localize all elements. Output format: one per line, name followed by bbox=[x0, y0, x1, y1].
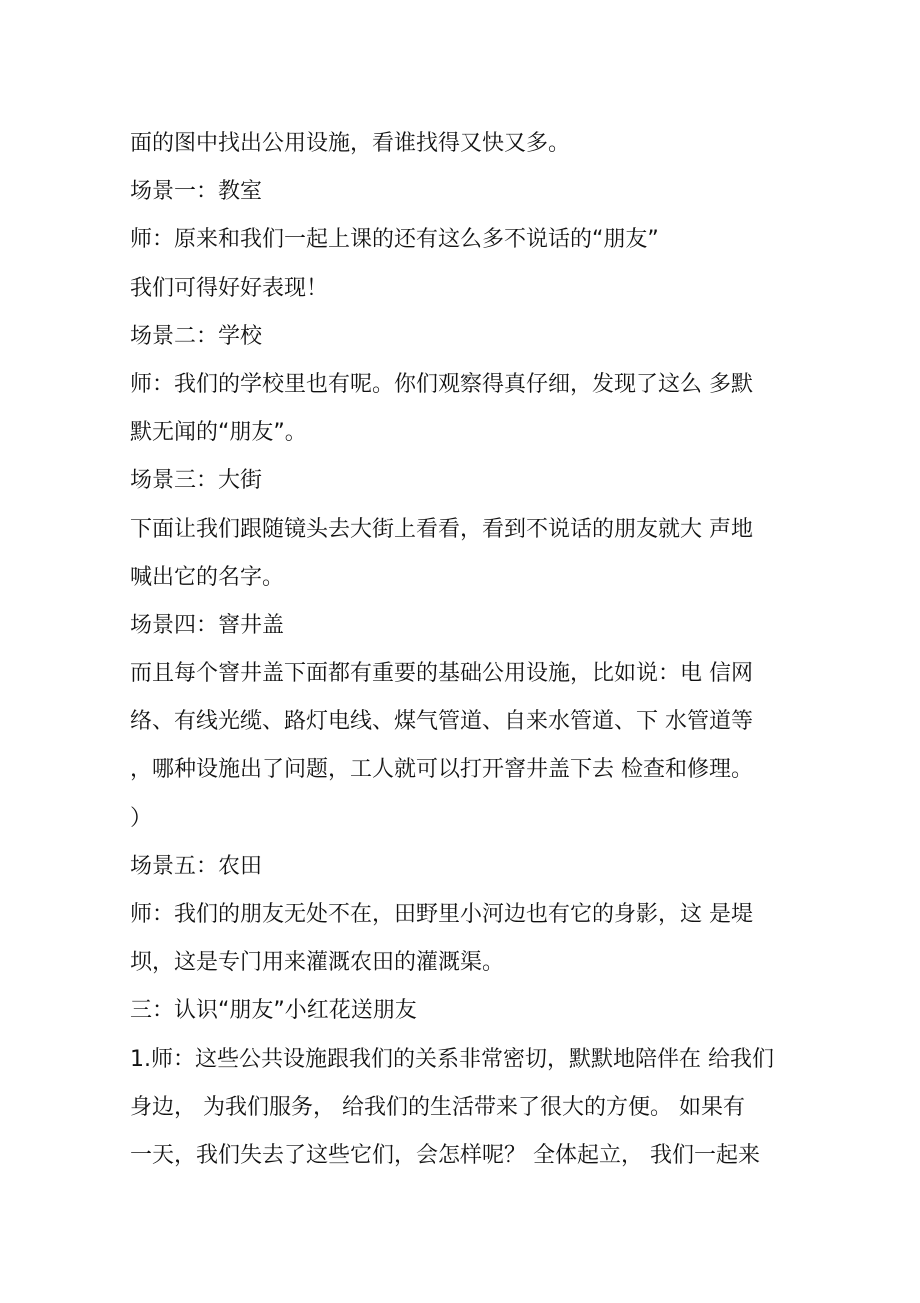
scene-heading: 场景二：学校 bbox=[130, 323, 263, 349]
text-line: 1.师：这些公共设施跟我们的关系非常密切，默默地陪伴在 给我们 bbox=[130, 1046, 774, 1072]
scene-heading: 场景三：大街 bbox=[130, 468, 263, 494]
scene-heading: 场景一：教室 bbox=[130, 179, 263, 205]
text-line: 师：我们的学校里也有呢。你们观察得真仔细，发现了这么 多默 bbox=[130, 371, 753, 397]
text-line: 师：我们的朋友无处不在，田野里小河边也有它的身影，这 是堤 bbox=[130, 902, 753, 927]
text-line: 我们可得好好表现！ bbox=[130, 275, 329, 301]
text-line: 喊出它的名字。 bbox=[130, 564, 285, 590]
text-line: ，哪种设施出了问题，工人就可以打开窨井盖下去 检查和修理。 bbox=[130, 757, 753, 783]
text-line: 师：原来和我们一起上课的还有这么多不说话的“朋友” bbox=[130, 227, 659, 253]
text-line: 一天，我们失去了这些它们，会怎样呢？ 全体起立， 我们一起来 bbox=[130, 1142, 760, 1168]
text-line: 面的图中找出公用设施，看谁找得又快又多。 bbox=[130, 131, 571, 156]
text-line: 络、有线光缆、路灯电线、煤气管道、自来水管道、下 水管道等 bbox=[130, 709, 753, 735]
scene-heading: 场景四：窨井盖 bbox=[130, 612, 285, 638]
text-line: 下面让我们跟随镜头去大街上看看，看到不说话的朋友就大 声地 bbox=[130, 516, 753, 542]
text-line: 默无闻的“朋友”。 bbox=[130, 420, 307, 446]
section-heading: 三：认识“朋友”小红花送朋友 bbox=[130, 998, 417, 1024]
document-body bbox=[130, 120, 790, 1180]
text-line: 而且每个窨井盖下面都有重要的基础公用设施，比如说：电 信网 bbox=[130, 661, 753, 687]
scene-heading: 场景五：农田 bbox=[130, 853, 263, 879]
text-line: ） bbox=[130, 805, 153, 831]
text-line: 身边， 为我们服务， 给我们的生活带来了很大的方便。 如果有 bbox=[130, 1094, 745, 1120]
text-line: 坝，这是专门用来灌溉农田的灌溉渠。 bbox=[130, 950, 505, 976]
